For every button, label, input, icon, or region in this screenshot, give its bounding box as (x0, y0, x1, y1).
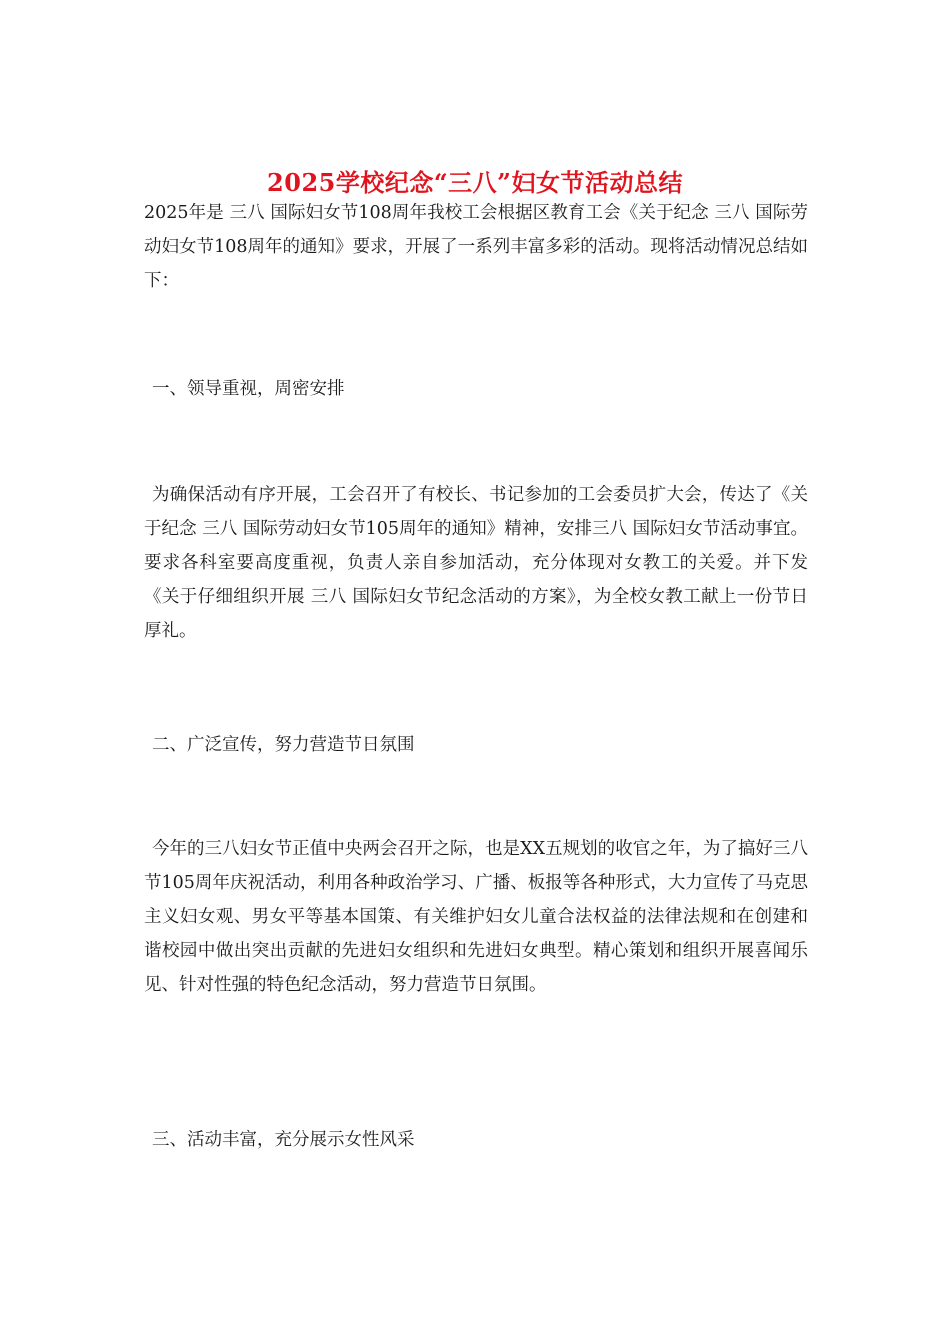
section-body-1: 为确保活动有序开展，工会召开了有校长、书记参加的工会委员扩大会，传达了《关于纪念 三八 国际劳动妇女节105周年的通知》精神，安排三八 国际妇女节活动事宜。要求各科室要高度重视，负责人亲自参加活动，充分体现对女教工的关爱。并下发《关于仔细组织开展 三八 国际妇女节纪念活动的方案》，为全校女教工献上一份节日厚礼。 (144, 485, 808, 641)
document-title: 2025学校纪念“三八”妇女节活动总结 (267, 168, 683, 198)
section-heading-3: 三、活动丰富，充分展示女性风采 (152, 1130, 415, 1150)
intro-paragraph: 2025年是 三八 国际妇女节108周年我校工会根据区教育工会《关于纪念 三八 国际劳动妇女节108周年的通知》要求，开展了一系列丰富多彩的活动。现将活动情况总结如下： (144, 203, 808, 291)
section-heading-2: 二、广泛宣传，努力营造节日氛围 (152, 735, 415, 755)
section-heading-1: 一、领导重视，周密安排 (152, 379, 345, 399)
section-body-2: 今年的三八妇女节正值中央两会召开之际，也是XX五规划的收官之年，为了搞好三八节105周年庆祝活动，利用各种政治学习、广播、板报等各种形式，大力宣传了马克思主义妇女观、男女平等基本国策、有关维护妇女儿童合法权益的法律法规和在创建和谐校园中做出突出贡献的先进妇女组织和先进妇女典型。精心策划和组织开展喜闻乐见、针对性强的特色纪念活动，努力营造节日氛围。 (144, 839, 808, 995)
